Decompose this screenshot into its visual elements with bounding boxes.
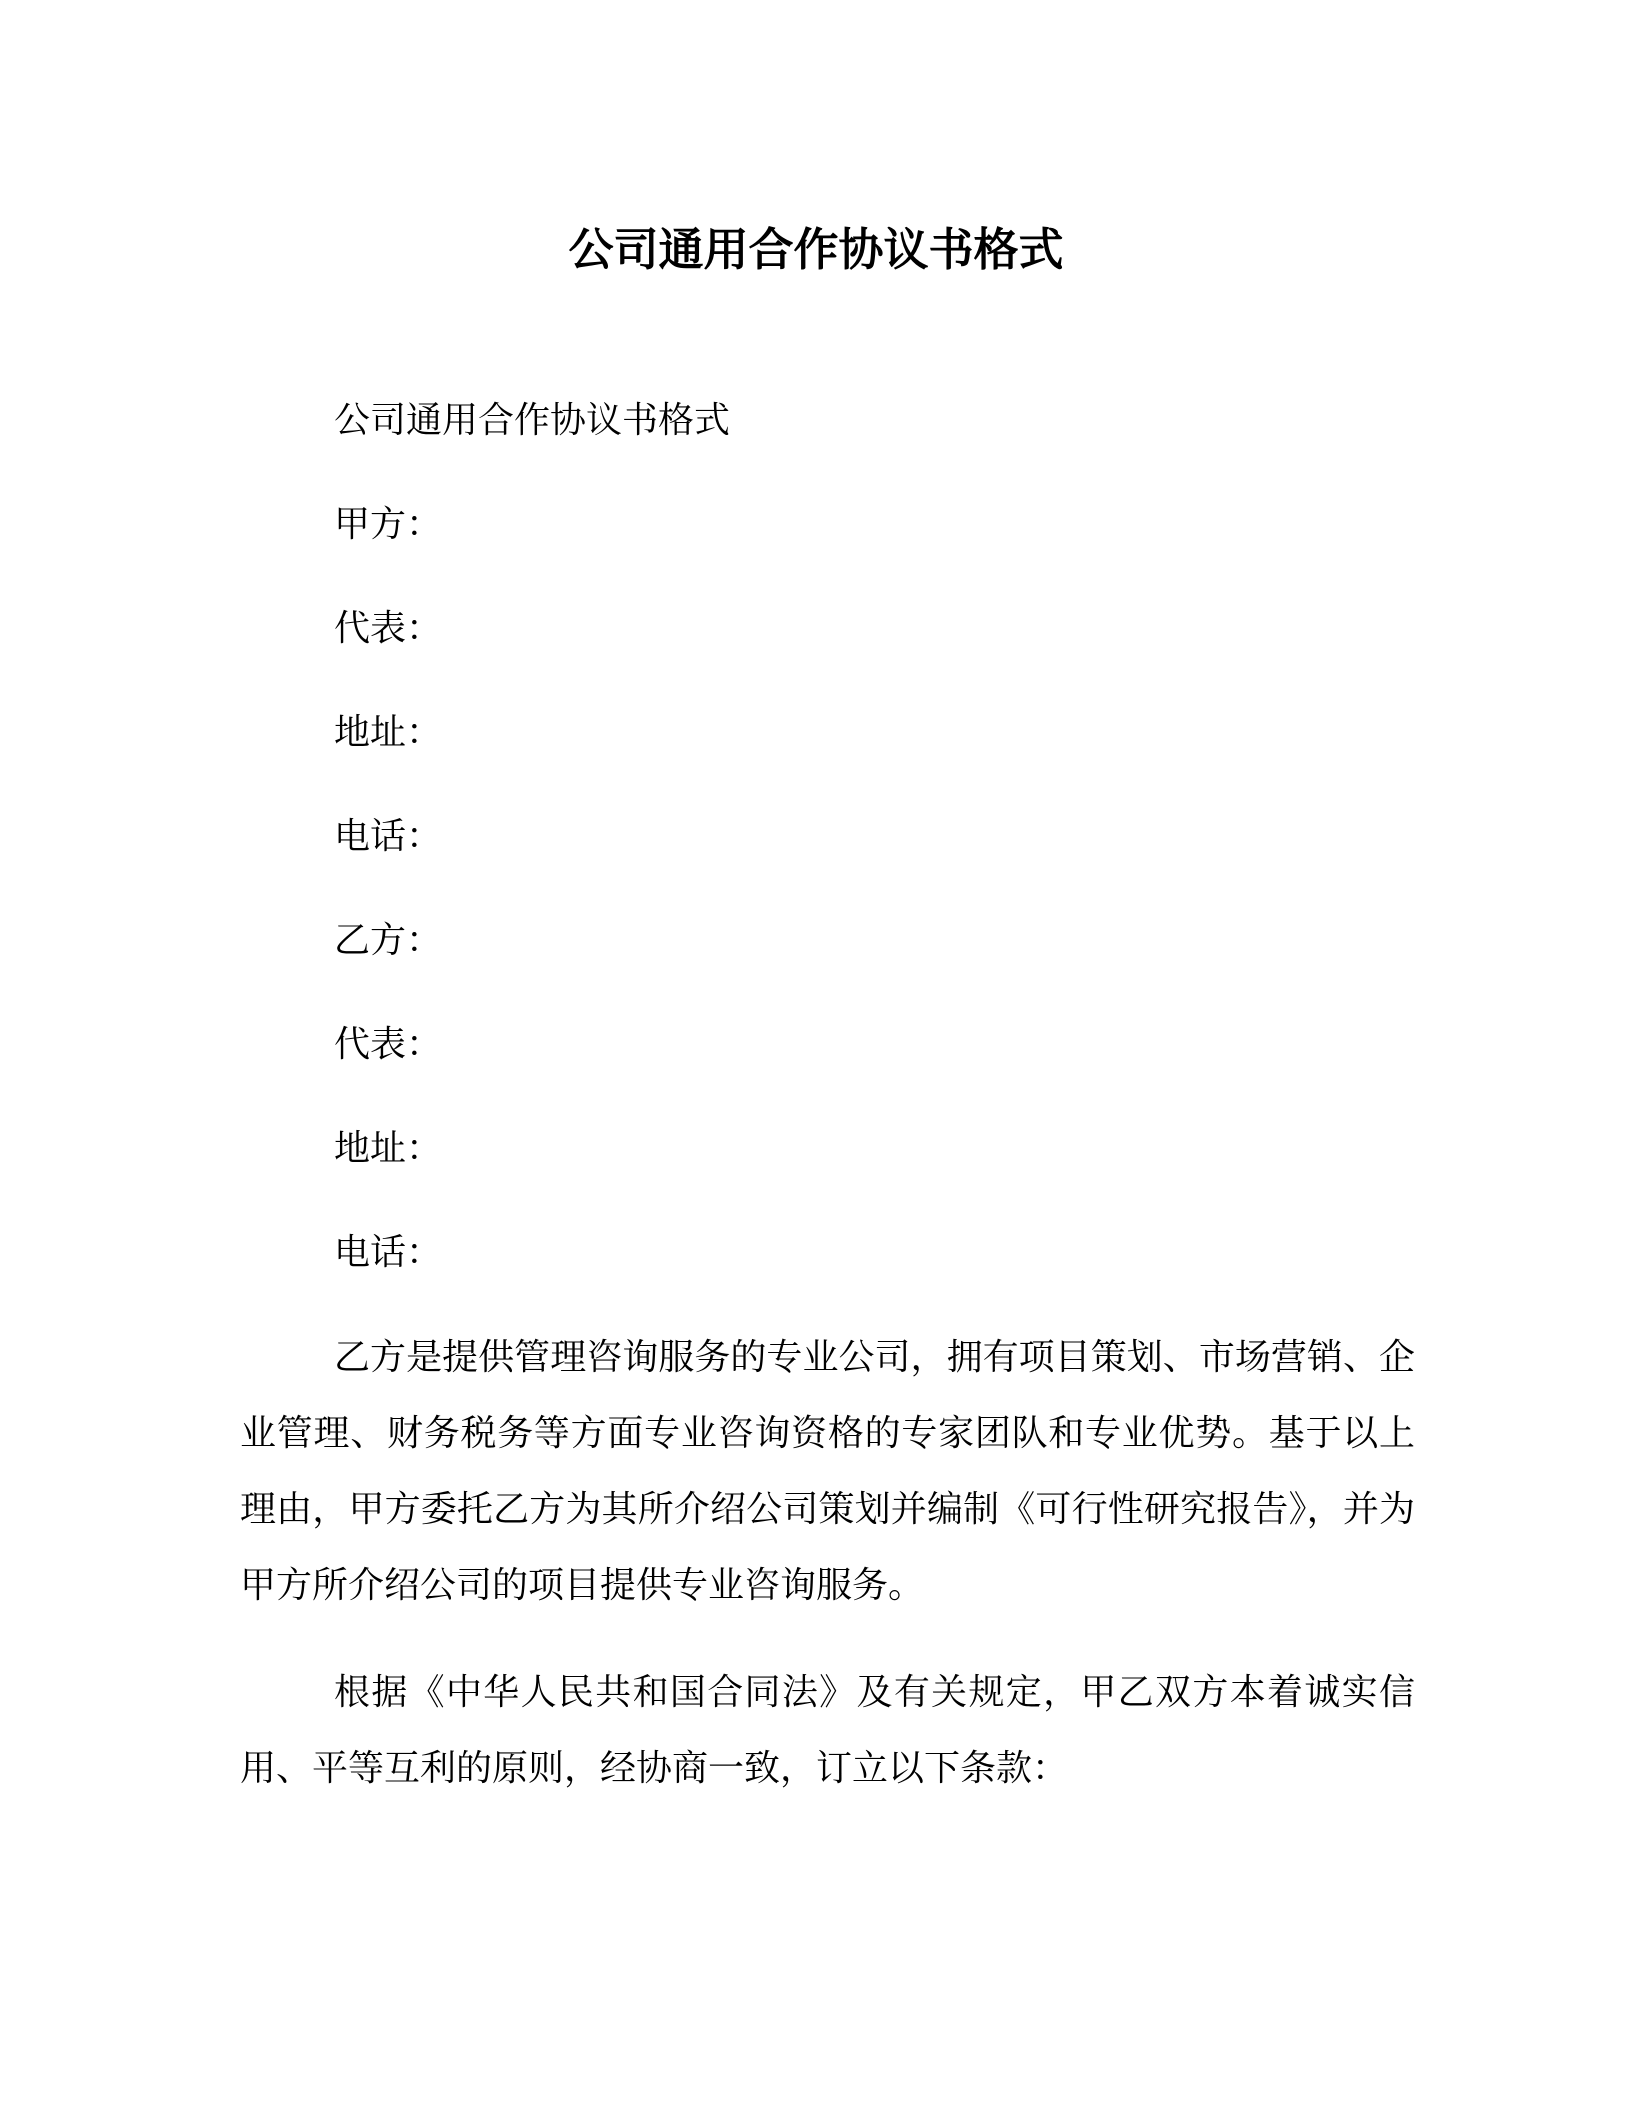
- party-b-representative-label: 代表：: [334, 1024, 443, 1065]
- document-title: 公司通用合作协议书格式: [568, 223, 1064, 276]
- party-b-label: 乙方：: [334, 920, 443, 961]
- paragraph-intro: 乙方是提供管理咨询服务的专业公司，拥有项目策划、市场营销、企业管理、财务税务等方面专业咨询资格的专家团队和专业优势。基于以上理由，甲方委托乙方为其所介绍公司策划并编制《可行性研究报告》，并为甲方所介绍公司的项目提供专业咨询服务。: [240, 1337, 1415, 1606]
- party-a-phone-label: 电话：: [334, 816, 443, 857]
- party-b-phone-label: 电话：: [334, 1232, 443, 1273]
- party-a-address-label: 地址：: [334, 712, 443, 753]
- paragraph-legal-basis: 根据《中华人民共和国合同法》及有关规定，甲乙双方本着诚实信用、平等互利的原则，经协商一致，订立以下条款：: [240, 1672, 1415, 1789]
- party-a-representative-label: 代表：: [334, 608, 443, 649]
- document-subtitle: 公司通用合作协议书格式: [334, 400, 731, 441]
- party-a-label: 甲方：: [334, 504, 443, 545]
- party-b-address-label: 地址：: [334, 1128, 443, 1169]
